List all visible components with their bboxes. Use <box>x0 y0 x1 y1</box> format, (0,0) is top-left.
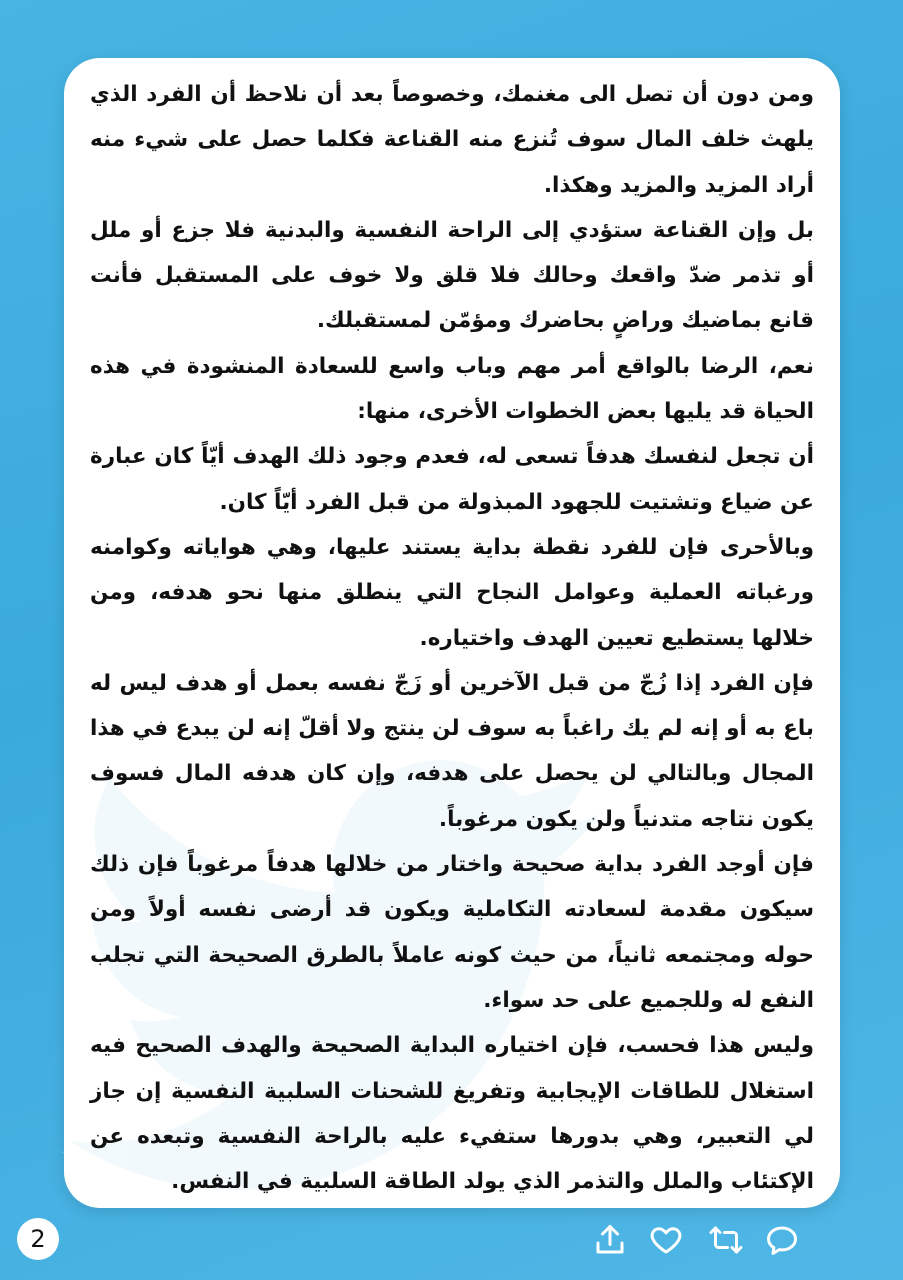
share-icon <box>592 1222 628 1258</box>
heart-icon <box>648 1222 684 1258</box>
retweet-icon <box>708 1222 744 1258</box>
paragraph: بل وإن القناعة ستؤدي إلى الراحة النفسية والبدنية فلا جزع أو ملل أو تذمر ضدّ واقعك وحالك فلا قلق ولا خوف على المستقبل فأنت قانع بماضيك وراضٍ بحاضرك ومؤمّن لمستقبلك. <box>90 217 814 334</box>
paragraph: أن تجعل لنفسك هدفاً تسعى له، فعدم وجود ذلك الهدف أيّاً كان عبارة عن ضياع وتشتيت للجهود المبذولة من قبل الفرد أيّاً كان. <box>90 444 814 515</box>
reply-button[interactable] <box>762 1220 802 1260</box>
content-card <box>64 58 840 1208</box>
paragraph: فإن أوجد الفرد بداية صحيحة واختار من خلالها هدفاً مرغوباً فإن ذلك سيكون مقدمة لسعادته التكاملية ويكون قد أرضى نفسه أولاً ومن حوله ومجتمعه ثانياً، من حيث كونه عاملاً بالطرق الصحيحة التي تجلب النفع له وللجميع على حد سواء. <box>90 852 814 1013</box>
paragraph: وليس هذا فحسب، فإن اختياره البداية الصحيحة والهدف الصحيح فيه استغلال للطاقات الإيجابية وتفريغ للشحنات السلبية النفسية إن جاز لي التعبير، وهي بدورها ستفيء عليه بالراحة النفسية وتبعده عن الإكتئاب والملل والتذمر الذي يولد الطاقة السلبية في النفس. <box>90 1033 814 1195</box>
paragraph: ومن دون أن تصل الى مغنمك، وخصوصاً بعد أن نلاحظ أن الفرد الذي يلهث خلف المال سوف تُنزع منه القناعة فكلما حصل على شيء منه أراد المزيد والمزيد وهكذا. <box>90 82 814 198</box>
article-text <box>90 72 814 1204</box>
paragraph: نعم، الرضا بالواقع أمر مهم وباب واسع للسعادة المنشودة في هذه الحياة قد يليها بعض الخطوات الأخرى، منها: <box>90 353 814 425</box>
comment-icon <box>764 1222 800 1258</box>
page-number-badge: 2 <box>17 1218 59 1260</box>
like-button[interactable] <box>646 1220 686 1260</box>
retweet-button[interactable] <box>706 1220 746 1260</box>
paragraph: فإن الفرد إذا زُجّ من قبل الآخرين أو زَجّ نفسه بعمل أو هدف ليس له باع به أو إنه لم يك راغباً به سوف لن ينتج ولا أقلّ إنه لن يبدع في هذا المجال وبالتالي لن يحصل على هدفه، وإن كان هدفه المال فسوف يكون نتاجه متدنياً ولن يكون مرغوباً. <box>90 670 814 832</box>
action-bar <box>590 1220 810 1260</box>
share-button[interactable] <box>590 1220 630 1260</box>
paragraph: وبالأحرى فإن للفرد نقطة بداية يستند عليها، وهي هواياته وكوامنه ورغباته العملية وعوامل النجاح التي ينطلق منها نحو هدفه، ومن خلالها يستطيع تعيين الهدف واختياره. <box>90 534 814 651</box>
